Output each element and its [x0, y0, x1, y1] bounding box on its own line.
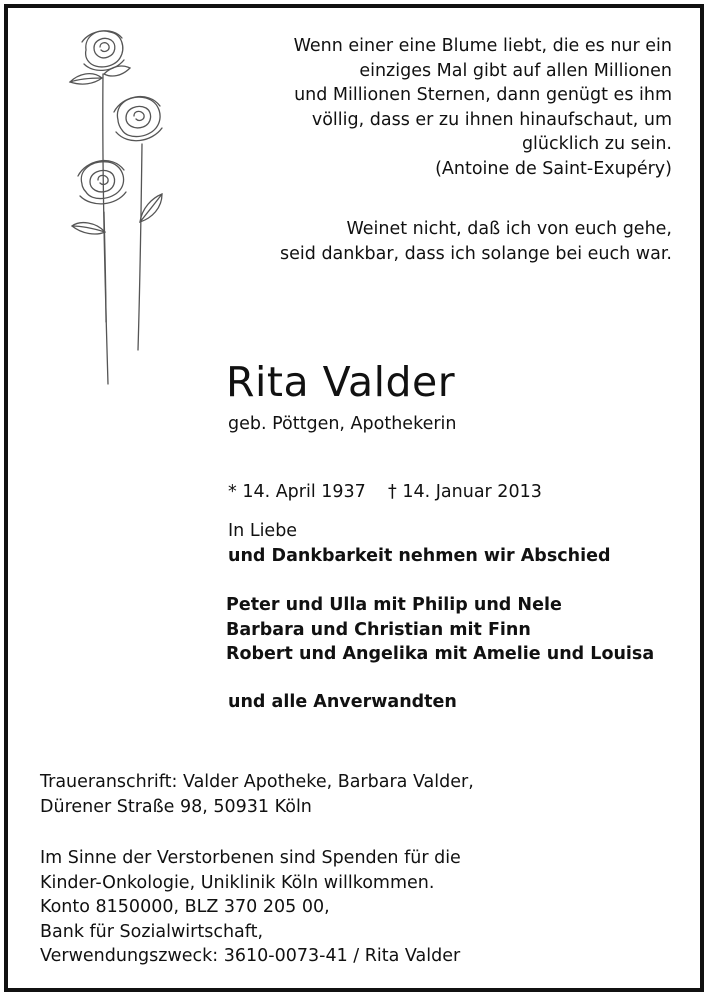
family-member: Peter und Ulla mit Philip und Nele	[226, 595, 562, 615]
life-dates: * 14. April 1937 † 14. Januar 2013	[228, 482, 542, 502]
quote-line: und Millionen Sternen, dann genügt es ihm	[294, 85, 672, 105]
farewell-line: In Liebe	[228, 521, 298, 541]
family-member: Barbara und Christian mit Finn	[226, 619, 531, 640]
donation-line: Kinder-Onkologie, Uniklinik Köln willkommen.	[40, 872, 435, 893]
deceased-name: Rita Valder	[226, 358, 456, 406]
deceased-subtitle: geb. Pöttgen, Apothekerin	[228, 414, 457, 434]
farewell-line: und Dankbarkeit nehmen wir Abschied	[228, 546, 611, 566]
roses-line-drawing-icon	[56, 22, 176, 392]
donation-line: Bank für Sozialwirtschaft,	[40, 921, 264, 942]
donation-line: Konto 8150000, BLZ 370 205 00,	[40, 897, 330, 917]
quote-line: völlig, dass er zu ihnen hinaufschaut, um	[311, 109, 672, 130]
farewell-verse	[212, 217, 672, 266]
donation-notice	[40, 846, 461, 969]
verse-line: Weinet nicht, daß ich von euch gehe,	[346, 219, 672, 239]
quote-line: einziges Mal gibt auf allen Millionen	[359, 60, 672, 81]
donation-line: Im Sinne der Verstorbenen sind Spenden für die	[40, 848, 461, 868]
quote-attribution: (Antoine de Saint-Exupéry)	[435, 158, 672, 179]
donation-line: Verwendungszweck: 3610-0073-41 / Rita Valder	[40, 946, 461, 966]
mourning-address	[40, 770, 474, 820]
quote-line: Wenn einer eine Blume liebt, die es nur ein	[293, 36, 672, 56]
address-line: Dürener Straße 98, 50931 Köln	[40, 797, 312, 817]
address-line: Traueranschrift: Valder Apotheke, Barbara Valder,	[40, 772, 474, 792]
family-member: Robert und Angelika mit Amelie und Louisa	[226, 644, 655, 664]
verse-line: seid dankbar, dass ich solange bei euch war.	[280, 243, 672, 264]
saint-exupery-quote	[212, 34, 672, 181]
farewell-statement	[228, 519, 610, 569]
relatives-line: und alle Anverwandten	[228, 692, 457, 712]
quote-line: glücklich zu sein.	[521, 134, 672, 154]
family-list	[226, 593, 654, 667]
